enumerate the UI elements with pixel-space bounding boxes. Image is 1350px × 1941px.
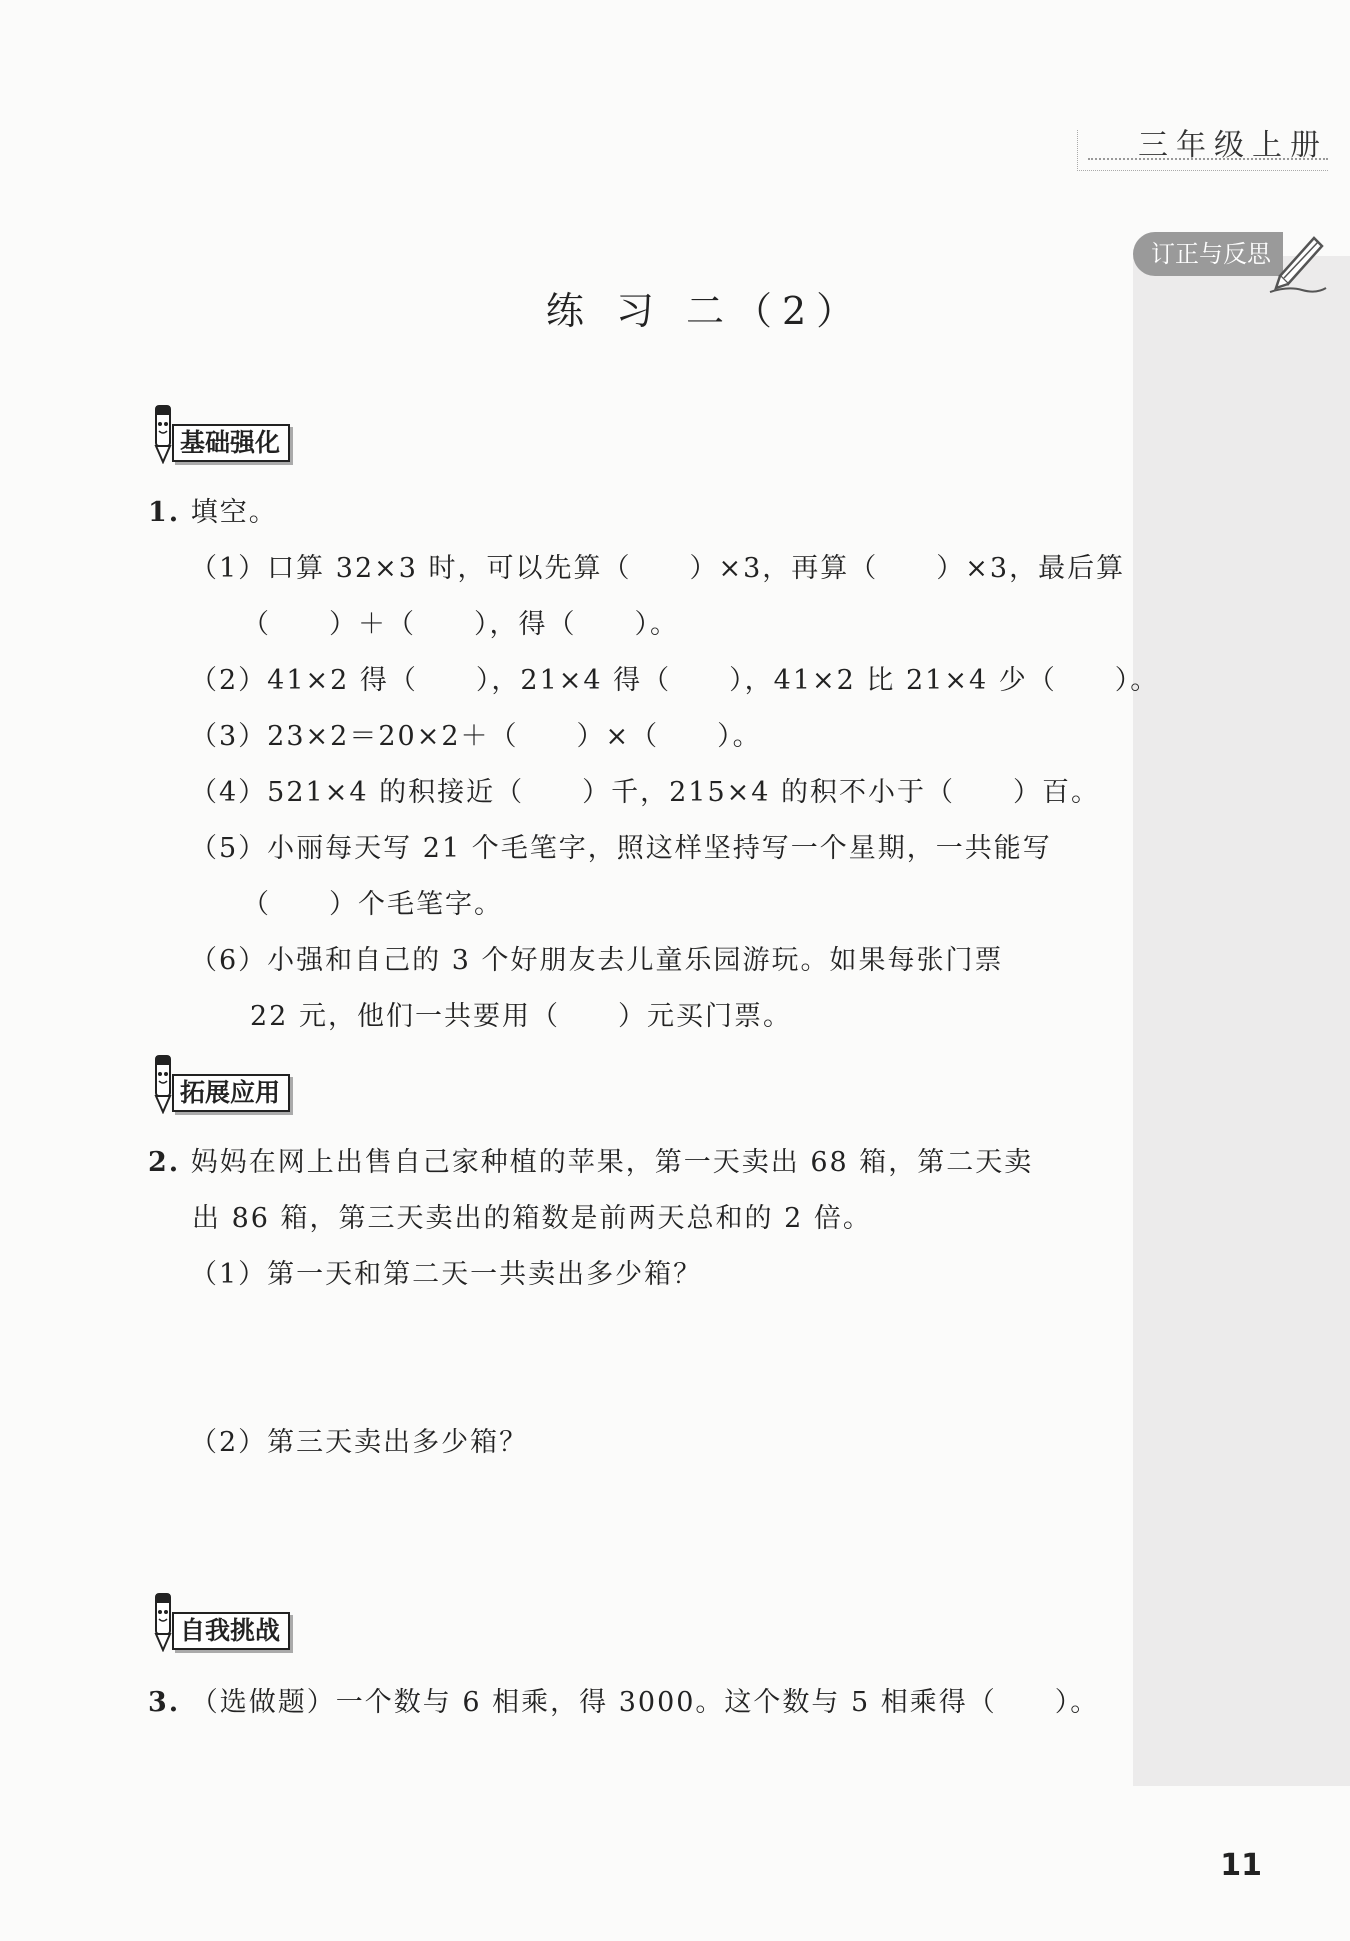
correction-sidebar — [1133, 256, 1350, 1786]
grade-label: 三年级上册 — [1088, 120, 1328, 160]
question-1-line: （2）41×2 得（ ），21×4 得（ ），41×2 比 21×4 少（ ）。 — [190, 665, 1160, 696]
question-text: 填空。 — [190, 497, 278, 528]
page-number: 11 — [1220, 1848, 1262, 1883]
question-number: 2. — [148, 1147, 181, 1178]
section-label: 自我挑战 — [172, 1612, 290, 1650]
section-label: 拓展应用 — [172, 1074, 290, 1112]
question-3-head — [148, 1680, 1099, 1719]
question-1-line: （1）口算 32×3 时，可以先算（ ）×3，再算（ ）×3，最后算 — [190, 553, 1126, 584]
question-2-line: 出 86 箱，第三天卖出的箱数是前两天总和的 2 倍。 — [192, 1203, 872, 1234]
page-title: 练 习 二（2） — [545, 289, 865, 333]
question-2-head — [148, 1140, 1033, 1179]
question-1-line: （ ）＋（ ），得（ ）。 — [242, 609, 679, 640]
section-label: 基础强化 — [172, 424, 290, 462]
question-2-line: （1）第一天和第二天一共卖出多少箱？ — [190, 1259, 703, 1290]
question-text: （选做题）一个数与 6 相乘，得 3000。这个数与 5 相乘得（ ）。 — [190, 1687, 1100, 1718]
question-number: 3. — [148, 1687, 181, 1718]
question-1-head — [148, 490, 278, 529]
question-1-line: （6）小强和自己的 3 个好朋友去儿童乐园游玩。如果每张门票 — [190, 945, 1004, 976]
question-1-line: （3）23×2＝20×2＋（ ）×（ ）。 — [190, 721, 762, 752]
question-1-line: （ ）个毛笔字。 — [242, 889, 503, 920]
question-1-line: 22 元，他们一共要用（ ）元买门票。 — [250, 1001, 792, 1032]
question-1-line: （4）521×4 的积接近（ ）千，215×4 的积不小于（ ）百。 — [190, 777, 1101, 808]
question-number: 1. — [148, 497, 181, 528]
question-1-line: （5）小丽每天写 21 个毛笔字，照这样坚持写一个星期，一共能写 — [190, 833, 1052, 864]
sidebar-tab-label: 订正与反思 — [1133, 232, 1283, 276]
question-2-line: （2）第三天卖出多少箱？ — [190, 1427, 529, 1458]
question-text: 妈妈在网上出售自己家种植的苹果，第一天卖出 68 箱，第二天卖 — [190, 1147, 1034, 1178]
